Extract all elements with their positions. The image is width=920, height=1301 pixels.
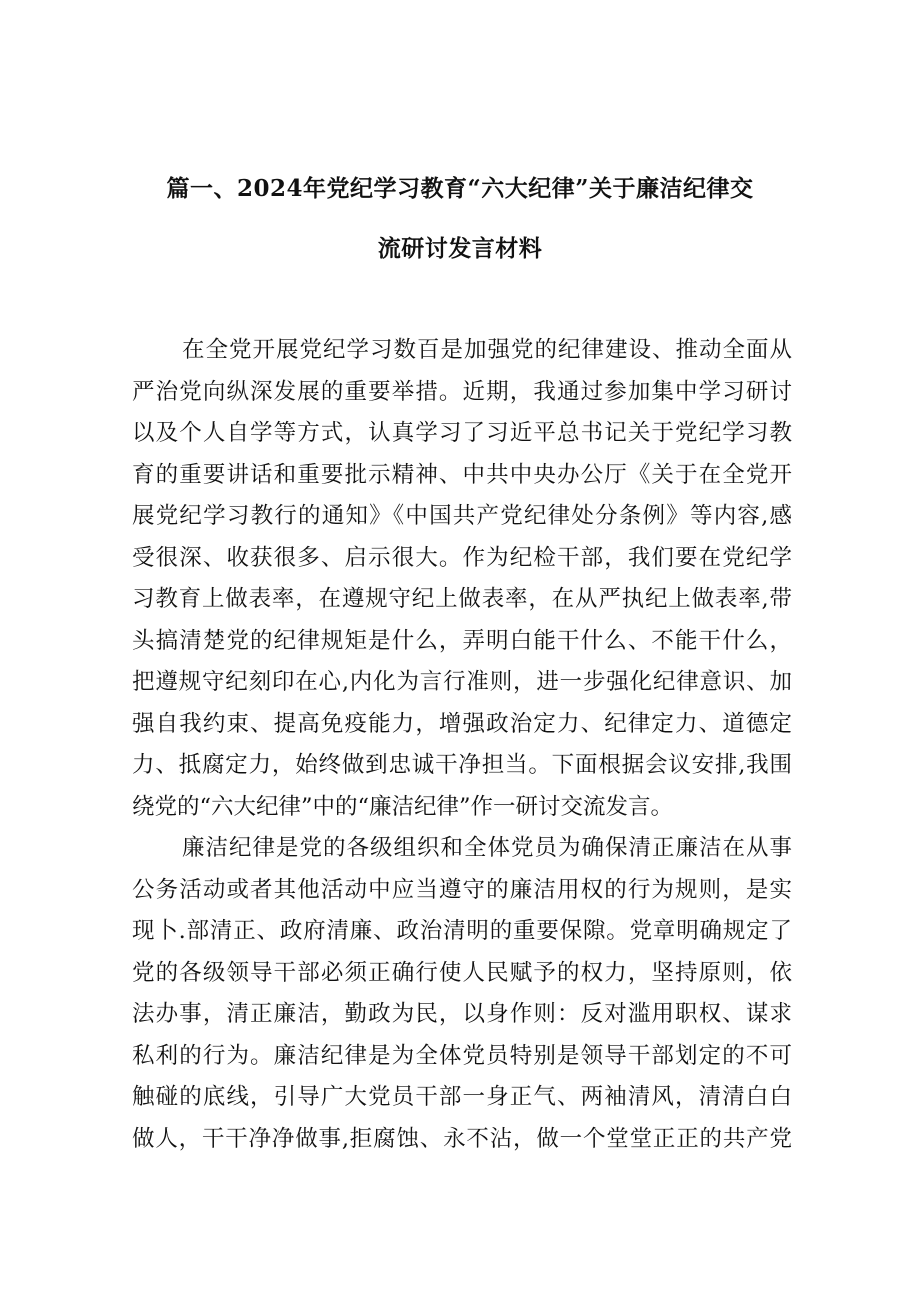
- paragraph-line: 在全党开展党纪学习数百是加强党的纪律建设、推动全面从: [182, 337, 792, 363]
- document-title-line-2: 流研讨发言材料: [377, 235, 543, 262]
- paragraph-line: 党的各级领导干部必须正确行使人民赋予的权力，坚持原则，依: [132, 959, 792, 986]
- paragraph-1: [132, 330, 792, 828]
- paragraph-line: 把遵规守纪刻印在心,内化为言行准则，进一步强化纪律意识、加: [132, 669, 792, 695]
- paragraph-line: 现卜.部清正、政府清廉、政治清明的重要保隙。党章明确规定了: [132, 918, 792, 944]
- paragraph-line: 严治党向纵深发展的重要举措。近期，我通过参加集中学习研讨: [132, 378, 792, 405]
- paragraph-line: 展党纪学习教行的通知》《中国共产党纪律处分条例》等内容,感: [132, 503, 792, 529]
- paragraph-line: 法办事，清正廉洁，勤政为民，以身作则：反对滥用职权、谋求: [132, 1001, 792, 1027]
- paragraph-line: 习教育上做表率，在遵规守纪上做表率，在从严执纪上做表率,带: [132, 586, 792, 612]
- paragraph-line: 受很深、收获很多、启示很大。作为纪检干部，我们要在党纪学: [132, 544, 792, 571]
- paragraph-line: 绕党的“六大纪律”中的“廉洁纪律”作一研讨交流发言。: [132, 793, 674, 820]
- paragraph-2: [132, 828, 792, 1160]
- paragraph-line: 强自我约束、提高免疫能力，增强政治定力、纪律定力、道德定: [132, 710, 792, 737]
- paragraph-line: 以及个人自学等方式，认真学习了习近平总书记关于党纪学习教: [132, 420, 792, 446]
- paragraph-line: 触碰的底线，引导广大党员干部一身正气、两袖清风，清清白白: [132, 1084, 792, 1110]
- paragraph-line: 廉洁纪律是党的各级组织和全体党员为确保清正廉洁在从事: [182, 835, 792, 861]
- paragraph-line: 私利的行为。廉洁纪律是为全体党员特别是领导干部划定的不可: [132, 1042, 792, 1069]
- document-title-line-1: 篇一、2024年党纪学习教育“六大纪律”关于廉洁纪律交: [166, 175, 754, 202]
- paragraph-line: 头搞清楚党的纪律规矩是什么，弄明白能干什么、不能干什么，: [132, 627, 792, 654]
- document-body: [132, 330, 792, 1160]
- paragraph-line: 育的重要讲话和重要批示精神、中共中央办公厅《关于在全党开: [132, 461, 792, 488]
- paragraph-line: 公务活动或者其他活动中应当遵守的廉洁用权的行为规则，是实: [132, 876, 792, 903]
- paragraph-line: 力、抵腐定力，始终做到忠诚干净担当。下面根据会议安排,我围: [132, 752, 792, 778]
- paragraph-line: 做人，干干净净做事,拒腐蚀、永不沾，做一个堂堂正正的共产党: [132, 1125, 792, 1152]
